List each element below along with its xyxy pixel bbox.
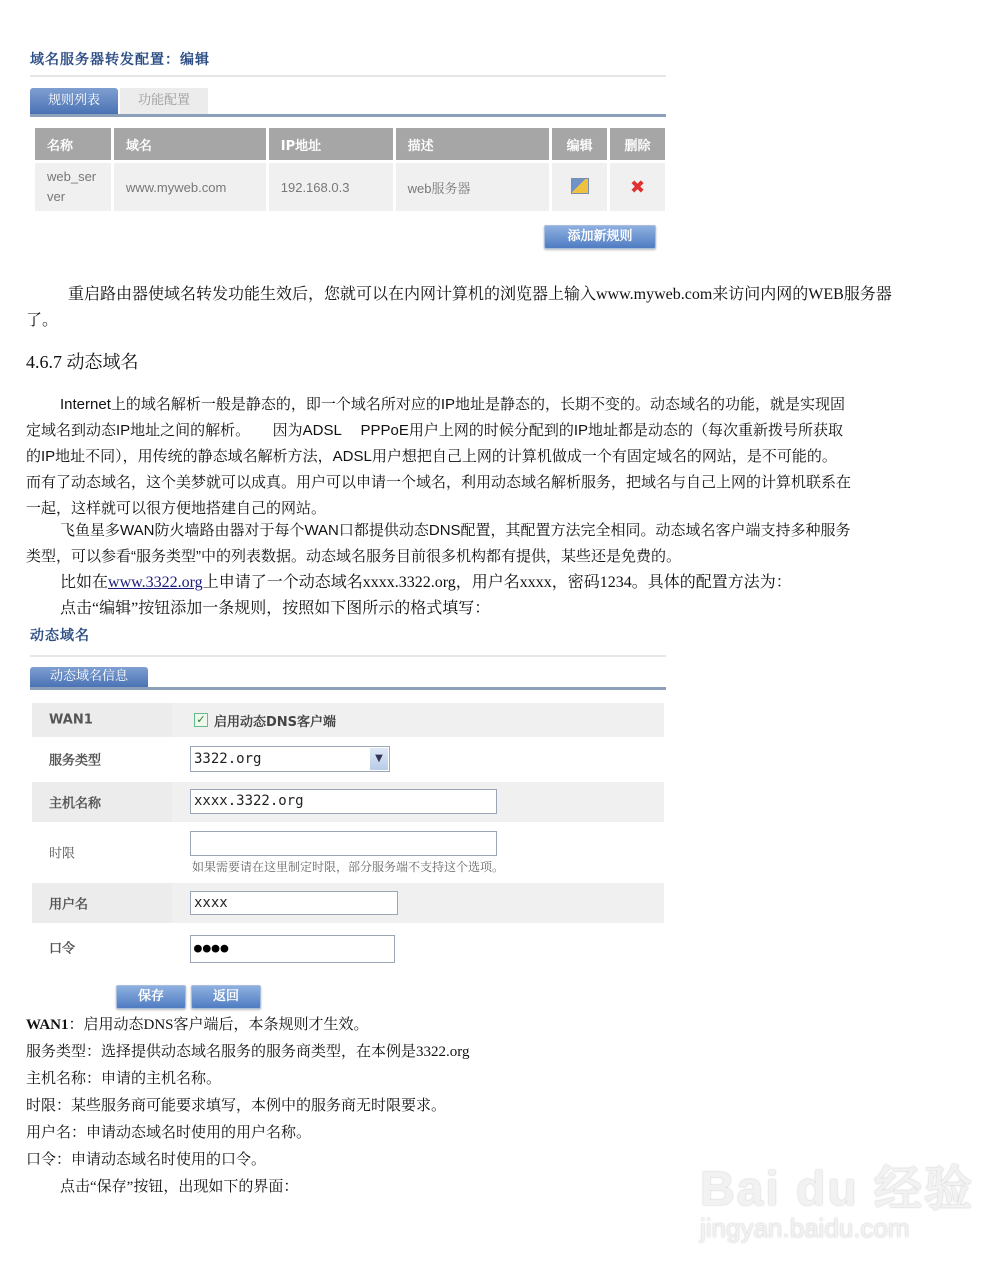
service-type-label xyxy=(32,740,172,778)
baidu-watermark xyxy=(700,1150,974,1244)
ddns-title: 动态域名 xyxy=(30,628,90,644)
service-type-label-text: 服务类型 xyxy=(49,753,102,769)
cell-ip: 192.168.0.3 xyxy=(269,163,393,211)
time-limit-input[interactable] xyxy=(190,831,497,856)
password-input[interactable]: ●●●● xyxy=(190,935,395,963)
final-line: 点击“保存”按钮，出现如下的界面： xyxy=(60,1179,299,1195)
tab-rule-list[interactable]: 规则列表 xyxy=(30,88,118,114)
username-label-text: 用户名 xyxy=(49,897,89,913)
col-description: 描述 xyxy=(396,128,550,160)
desc-hostname: 主机名称：申请的主机名称。 xyxy=(26,1071,222,1087)
hostname-label-text: 主机名称 xyxy=(49,796,102,812)
rules-table xyxy=(32,125,668,214)
back-button[interactable]: 返回 xyxy=(191,985,261,1009)
add-rule-button[interactable]: 添加新规则 xyxy=(544,225,656,249)
paragraph-example xyxy=(26,569,966,596)
intro-line: Internet上的域名解析一般是静态的，即一个域名所对应的IP地址是静态的，长期不变的。动态域名的功能，就是实现固 xyxy=(60,396,846,413)
cell-delete xyxy=(610,163,665,211)
section-heading: 4.6.7 动态域名 xyxy=(26,352,139,372)
dns-forward-title: 域名服务器转发配置：编辑 xyxy=(30,52,210,68)
desc-wan1 xyxy=(26,1012,369,1039)
link-3322[interactable]: www.3322.org xyxy=(108,574,203,591)
col-edit: 编辑 xyxy=(552,128,607,160)
col-domain: 域名 xyxy=(114,128,266,160)
feiyuxing-line: 飞鱼星多WAN防火墙路由器对于每个WAN口都提供动态DNS配置，其配置方法完全相同。动态域名客户端支持多种服务 xyxy=(60,522,851,539)
row-hostname xyxy=(32,782,664,822)
edit-icon[interactable] xyxy=(571,178,589,194)
dns-forward-tabs xyxy=(30,88,666,117)
enable-ddns-checkbox[interactable]: ✓ xyxy=(194,713,208,727)
intro-line: 而有了动态域名，这个美梦就可以成真。用户可以申请一个域名，利用动态域名解析服务，把域名与自己上网的计算机联系在 xyxy=(26,474,852,491)
time-limit-label xyxy=(32,825,172,879)
desc-wan1-text: ：启用动态DNS客户端后，本条规则才生效。 xyxy=(68,1017,369,1033)
intro-line: 定域名到动态IP地址之间的解析。 因为ADSL PPPoE用户上网的时候分配到的IP地址都是动态的（每次重新拨号所获取 xyxy=(26,422,844,439)
row-time-limit xyxy=(32,825,664,879)
ddns-tabs xyxy=(30,667,666,690)
save-button[interactable]: 保存 xyxy=(116,985,186,1009)
desc-password: 口令：申请动态域名时使用的口令。 xyxy=(26,1152,267,1168)
row-password xyxy=(32,925,664,969)
intro-line: 的IP地址不同），用传统的静态域名解析方法，ADSL用户想把自己上网的计算机做成一个有固定域名的网站，是不可能的。 xyxy=(26,448,837,465)
desc-username: 用户名：申请动态域名时使用的用户名称。 xyxy=(26,1125,312,1141)
time-limit-label-text: 时限 xyxy=(49,846,76,862)
enable-ddns-label: 启用动态DNS客户端 xyxy=(214,715,337,730)
paragraph-restart-line2: 了。 xyxy=(26,312,59,329)
dns-forward-screenshot xyxy=(30,45,668,255)
cell-domain: www.myweb.com xyxy=(114,163,266,211)
row-wan1 xyxy=(32,703,664,737)
password-label-text: 口令 xyxy=(49,941,76,957)
desc-time-limit: 时限：某些服务商可能要求填写，本例中的服务商无时限要求。 xyxy=(26,1098,447,1114)
paragraph-intro xyxy=(26,392,966,522)
baidu-logo: Bai du 经验 xyxy=(700,1163,975,1216)
cell-name: web_server xyxy=(35,163,111,211)
time-limit-hint: 如果需要请在这里制定时限，部分服务端不支持这个选项。 xyxy=(192,860,505,874)
title-divider xyxy=(30,75,666,77)
row-service-type xyxy=(32,740,664,778)
desc-service-type: 服务类型：选择提供动态域名服务的服务商类型，在本例是3322.org xyxy=(26,1044,470,1060)
baidu-url: jingyan.baidu.com xyxy=(700,1213,910,1243)
ddns-screenshot xyxy=(30,625,668,1015)
username-label xyxy=(32,883,172,923)
desc-wan1-term: WAN1 xyxy=(26,1017,69,1033)
col-delete: 删除 xyxy=(610,128,665,160)
service-type-value: 3322.org xyxy=(194,751,262,767)
paragraph-restart-line1: 重启路由器使域名转发功能生效后，您就可以在内网计算机的浏览器上输入www.myweb.com来访问内网的WEB服务器 xyxy=(68,286,892,303)
chevron-down-icon[interactable]: ▼ xyxy=(370,748,388,770)
feiyuxing-line: 类型，可以参看“服务类型”中的列表数据。动态域名服务目前很多机构都有提供，某些还是免费的。 xyxy=(26,548,681,565)
hostname-label xyxy=(32,782,172,822)
wan1-label-text: WAN1 xyxy=(49,712,93,728)
tab-ddns-info[interactable]: 动态域名信息 xyxy=(30,667,148,687)
paragraph-restart xyxy=(26,281,966,308)
delete-x-icon[interactable]: ✖ xyxy=(630,176,646,198)
username-input[interactable]: xxxx xyxy=(190,891,398,915)
example-suffix: 上申请了一个动态域名xxxx.3322.org，用户名xxxx，密码1234。具体的配置方法为： xyxy=(202,574,792,591)
col-name: 名称 xyxy=(35,128,111,160)
title-divider xyxy=(30,655,666,657)
paragraph-click-edit: 点击“编辑”按钮添加一条规则，按照如下图所示的格式填写： xyxy=(60,600,491,617)
table-row xyxy=(35,163,665,211)
cell-description: web服务器 xyxy=(396,163,550,211)
col-ip: IP地址 xyxy=(269,128,393,160)
hostname-input[interactable]: xxxx.3322.org xyxy=(190,789,497,814)
table-header-row xyxy=(35,128,665,160)
service-type-select[interactable] xyxy=(190,746,390,772)
tab-function-config[interactable]: 功能配置 xyxy=(120,88,208,114)
row-username xyxy=(32,883,664,923)
cell-edit xyxy=(552,163,607,211)
intro-line: 一起，这样就可以很方便地搭建自己的网站。 xyxy=(26,500,327,517)
password-label xyxy=(32,925,172,969)
example-prefix: 比如在 xyxy=(60,574,109,591)
wan1-label xyxy=(32,703,172,737)
paragraph-feiyuxing xyxy=(26,518,966,570)
